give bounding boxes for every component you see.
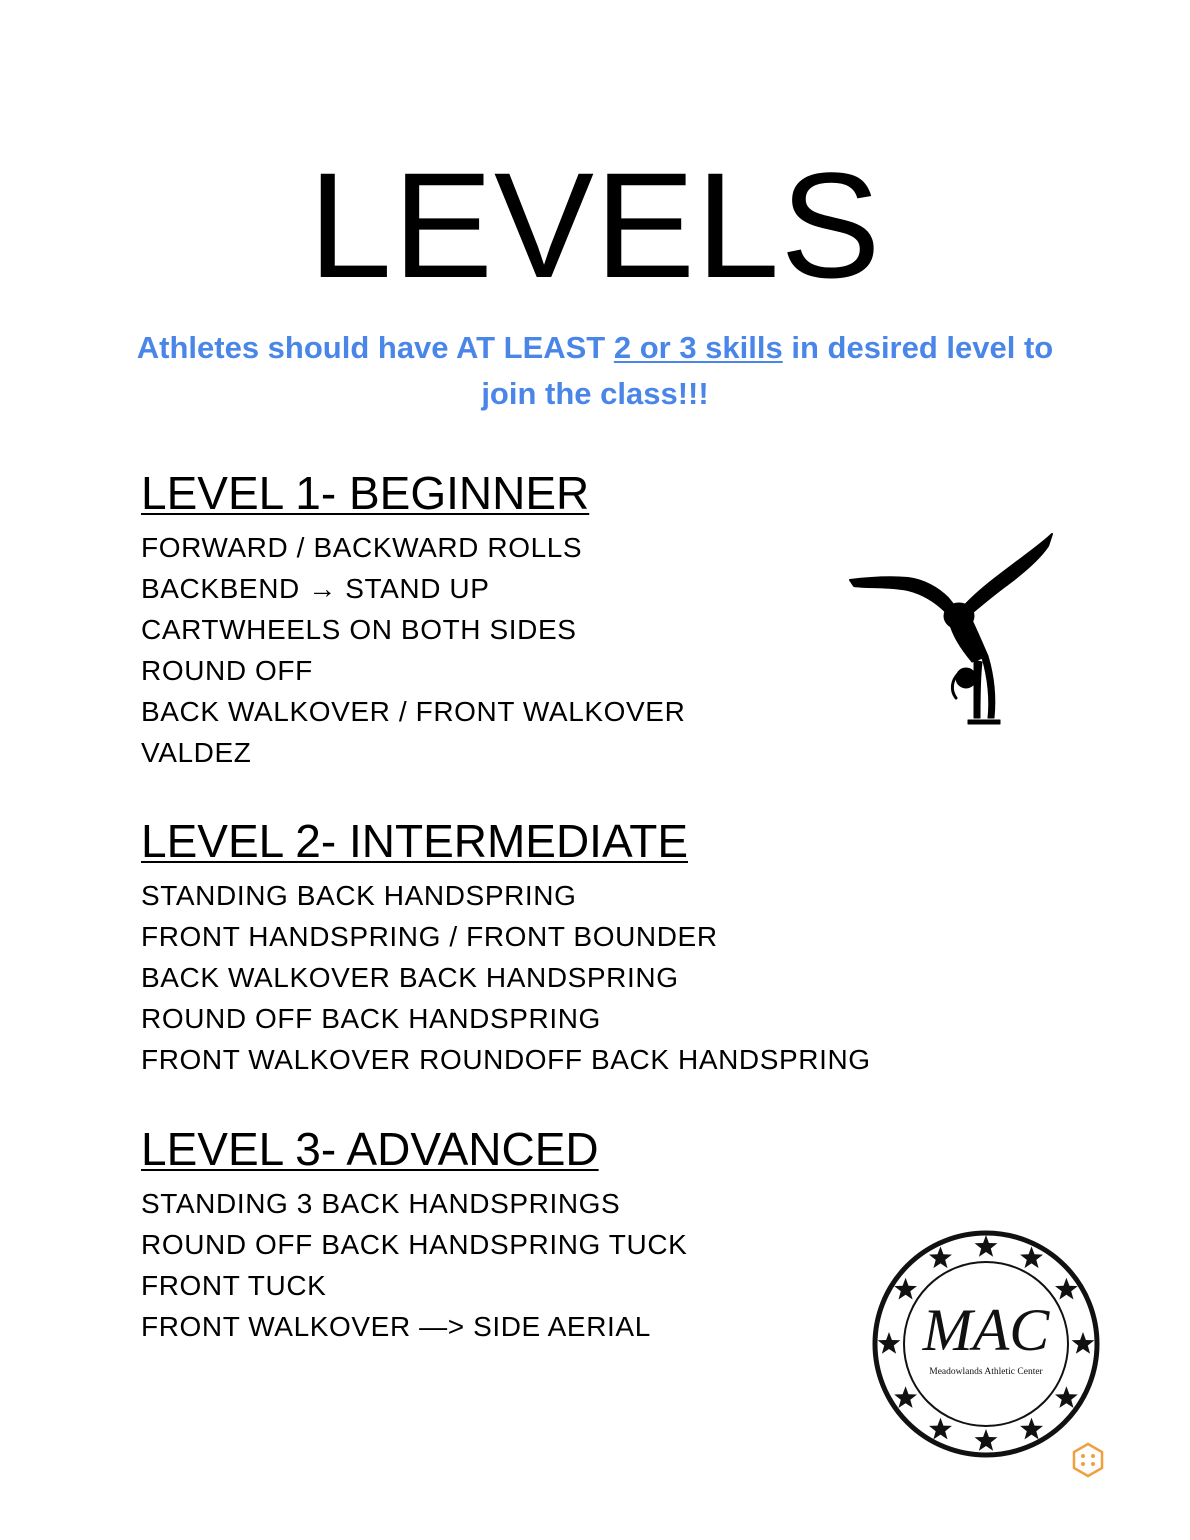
level-3-section: [141, 1121, 687, 1347]
level-3-skill-list: [141, 1183, 687, 1347]
level-2-section: [141, 813, 871, 1080]
star-icon: [929, 1418, 952, 1440]
skill-item: FRONT WALKOVER —> SIDE AERIAL: [141, 1311, 651, 1342]
logo-name: Meadowlands Athletic Center: [929, 1367, 1043, 1377]
level-3-heading: LEVEL 3- ADVANCED: [141, 1123, 599, 1175]
skill-item: FRONT TUCK: [141, 1270, 327, 1301]
star-icon: [1072, 1332, 1095, 1354]
skill-item: ROUND OFF: [141, 655, 313, 686]
skill-item: CARTWHEELS ON BOTH SIDES: [141, 614, 577, 645]
star-icon: [894, 1386, 917, 1408]
skill-item: STANDING BACK HANDSPRING: [141, 880, 577, 911]
level-1-section: [141, 465, 685, 773]
class-requirement-notice: [120, 325, 1070, 417]
star-icon: [1020, 1246, 1043, 1268]
notice-text-end: in desired level to join the class!!!: [481, 330, 1054, 411]
logo-letters: MAC: [922, 1297, 1050, 1363]
skill-item: STANDING 3 BACK HANDSPRINGS: [141, 1188, 621, 1219]
skill-item: ROUND OFF BACK HANDSPRING TUCK: [141, 1229, 688, 1260]
skill-item: FRONT HANDSPRING / FRONT BOUNDER: [141, 921, 718, 952]
hexagon-badge-icon: [1070, 1442, 1106, 1478]
page-title: LEVELS: [308, 141, 882, 309]
skill-item: VALDEZ: [141, 737, 252, 768]
star-icon: [975, 1235, 998, 1257]
mac-logo-icon: [870, 1228, 1102, 1460]
notice-text-start: Athletes should have AT LEAST: [136, 330, 614, 365]
star-icon: [1020, 1418, 1043, 1440]
star-icon: [878, 1332, 901, 1354]
gymnast-silhouette-icon: [846, 528, 1056, 728]
skill-item: FORWARD / BACKWARD ROLLS: [141, 532, 583, 563]
level-1-skill-list: [141, 527, 685, 773]
skill-item: BACKBEND → STAND UP: [141, 573, 490, 604]
level-2-skill-list: [141, 875, 871, 1080]
skill-item: BACK WALKOVER BACK HANDSPRING: [141, 962, 679, 993]
level-2-heading: LEVEL 2- INTERMEDIATE: [141, 815, 689, 867]
skill-item: FRONT WALKOVER ROUNDOFF BACK HANDSPRING: [141, 1044, 871, 1075]
notice-emphasis: 2 or 3 skills: [613, 330, 783, 365]
level-1-heading: LEVEL 1- BEGINNER: [141, 467, 590, 519]
star-icon: [975, 1429, 998, 1451]
skill-item: BACK WALKOVER / FRONT WALKOVER: [141, 696, 686, 727]
star-icon: [1055, 1386, 1078, 1408]
skill-item: ROUND OFF BACK HANDSPRING: [141, 1003, 601, 1034]
star-icon: [929, 1246, 952, 1268]
